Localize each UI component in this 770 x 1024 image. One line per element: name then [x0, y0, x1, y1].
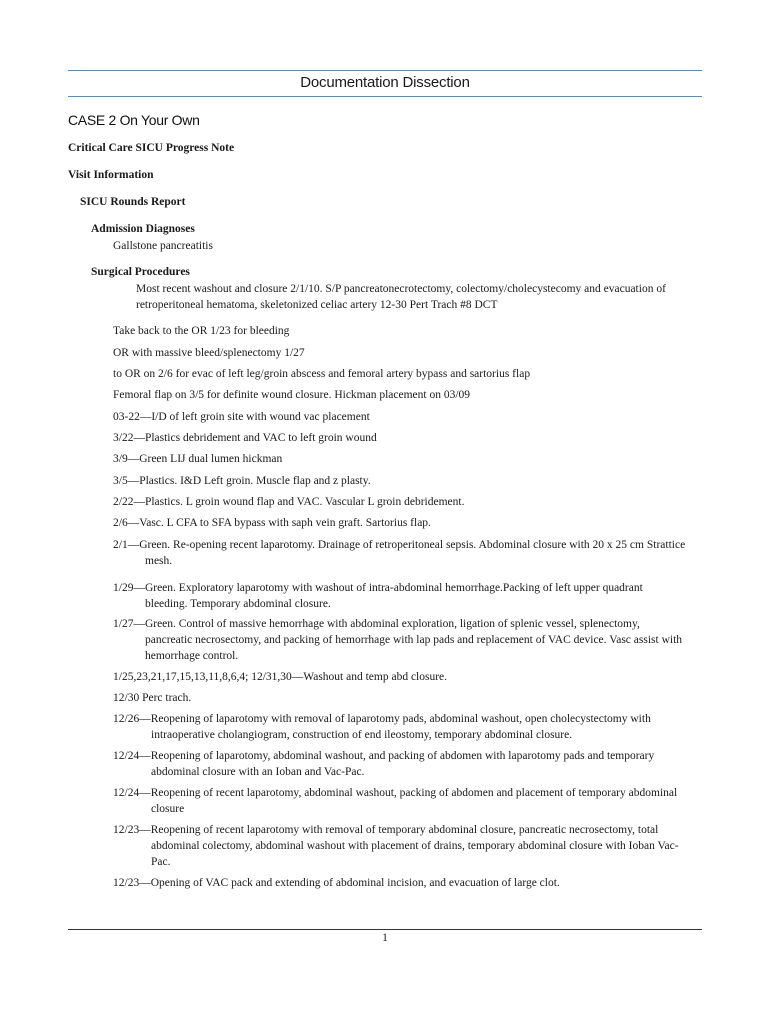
admission-diagnoses-label: Admission Diagnoses: [91, 223, 195, 235]
procedure-entry: 3/22—Plastics debridement and VAC to left groin wound: [113, 432, 377, 444]
admission-diagnoses-value: Gallstone pancreatitis: [113, 240, 213, 252]
procedure-entry: 1/29—Green. Exploratory laparotomy with washout of intra-abdominal hemorrhage.Packing of left upper quadrant bleeding. Temporary abdominal closure.: [113, 582, 643, 610]
procedure-entry: 12/24—Reopening of recent laparotomy, abdominal washout, packing of abdomen and placement of temporary abdominal closure: [113, 787, 678, 815]
note-title: Critical Care SICU Progress Note: [68, 142, 235, 154]
procedure-entry: 3/9—Green LIJ dual lumen hickman: [113, 453, 283, 465]
procedure-entry: Take back to the OR 1/23 for bleeding: [113, 325, 290, 337]
procedure-entry: 12/23—Reopening of recent laparotomy with removal of temporary abdominal closure, pancreatic necrosectomy, total abdominal colectomy, abdominal washout with placement of drains, temporary abdominal closure with Ioban Vac-Pac.: [113, 824, 679, 868]
procedure-entry: 1/27—Green. Control of massive hemorrhage with abdominal exploration, ligation of splenic vessel, splenectomy, pancreatic necrosectomy, and packing of hemorrhage with lap pads and replacement of VAC device. Vasc assist with hemorrhage control.: [113, 618, 683, 662]
procedure-entry: 03-22—I/D of left groin site with wound vac placement: [113, 411, 370, 423]
header-top-rule: [68, 70, 702, 71]
footer-rule: [68, 929, 702, 930]
procedure-entry: Femoral flap on 3/5 for definite wound closure. Hickman placement on 03/09: [113, 389, 471, 401]
procedure-entry: 12/26—Reopening of laparotomy with removal of laparotomy pads, abdominal washout, open cholecystectomy with intraoperative cholangiogram, construction of end ileostomy, temporary abdominal closure.: [113, 713, 651, 741]
rounds-report-label: SICU Rounds Report: [80, 196, 186, 208]
case-title: CASE 2 On Your Own: [68, 112, 200, 128]
header-bottom-rule: [68, 96, 702, 97]
procedure-entry: to OR on 2/6 for evac of left leg/groin abscess and femoral artery bypass and sartorius flap: [113, 368, 531, 380]
procedure-entry: 1/25,23,21,17,15,13,11,8,6,4; 12/31,30—Washout and temp abd closure.: [113, 671, 448, 683]
procedure-entry: OR with massive bleed/splenectomy 1/27: [113, 347, 305, 359]
page-number: 1: [382, 932, 388, 944]
page-header-title: Documentation Dissection: [300, 74, 470, 91]
procedure-entry: 2/1—Green. Re-opening recent laparotomy. Drainage of retroperitoneal sepsis. Abdominal closure with 20 x 25 cm Strattice mesh.: [113, 539, 686, 567]
procedure-entry: 12/30 Perc trach.: [113, 692, 192, 704]
surgical-procedures-label: Surgical Procedures: [91, 266, 190, 278]
visit-information-label: Visit Information: [68, 169, 154, 181]
procedure-entry: 3/5—Plastics. I&D Left groin. Muscle flap and z plasty.: [113, 475, 371, 487]
surgical-procedures-summary: Most recent washout and closure 2/1/10. S/P pancreatonecrotectomy, colectomy/cholecystecomy and evacuation of retroperitoneal hematoma, skeletonized celiac artery 12-30 Pert Trach #8 DCT: [136, 283, 666, 311]
procedure-entry: 12/23—Opening of VAC pack and extending of abdominal incision, and evacuation of large clot.: [113, 877, 560, 889]
procedure-entry: 12/24—Reopening of laparotomy, abdominal washout, and packing of abdomen with laparotomy pads and temporary abdominal closure with an Ioban and Vac-Pac.: [113, 750, 655, 778]
procedure-entry: 2/6—Vasc. L CFA to SFA bypass with saph vein graft. Sartorius flap.: [113, 517, 431, 529]
procedure-entry: 2/22—Plastics. L groin wound flap and VAC. Vascular L groin debridement.: [113, 496, 465, 508]
